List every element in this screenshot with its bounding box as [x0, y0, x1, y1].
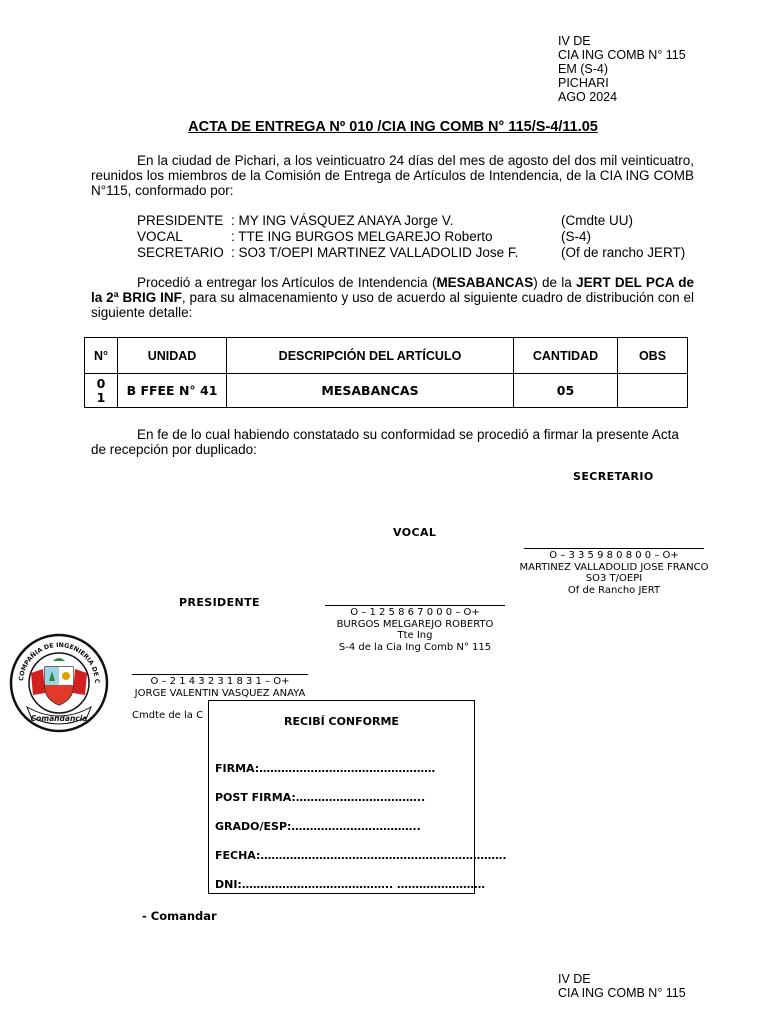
footer-line: IV DE	[558, 972, 591, 986]
presidente-role: PRESIDENTE	[179, 596, 260, 609]
vocal-cip: O – 1 2 5 8 6 7 0 0 0 – O+	[350, 607, 480, 618]
unit-name: JERT DEL PCA de la 2ª BRIG INF	[91, 275, 694, 305]
member-note: (Of de rancho JERT)	[561, 245, 686, 260]
col-header: UNIDAD	[118, 338, 227, 374]
vocal-rank: Tte Ing	[397, 630, 433, 641]
cell-obs	[618, 374, 688, 408]
items-table	[84, 337, 688, 408]
presidente-name: JORGE VALENTIN VASQUEZ ANAYA	[134, 687, 306, 699]
vocal-role: VOCAL	[393, 526, 437, 539]
receipt-fecha: FECHA:………………………………………………………….	[215, 849, 507, 862]
receipt-box	[208, 700, 507, 894]
vocal-post: S-4 de la Cia Ing Comb N° 115	[338, 641, 492, 653]
cell-cantidad: 05	[514, 374, 618, 408]
item-name: MESABANCAS	[436, 275, 534, 290]
secretario-cip: O – 3 3 5 9 8 0 8 0 0 – O+	[549, 550, 679, 561]
closing-paragraph: En fe de lo cual habiendo constatado su conformidad se procedió a firmar la presente Acta de recepción por duplicado:	[91, 427, 679, 457]
header-line: CIA ING COMB N° 115	[558, 48, 686, 62]
col-header: DESCRIPCIÓN DEL ARTÍCULO	[227, 338, 514, 374]
vocal-signature-block	[295, 607, 535, 653]
receipt-dni: DNI:………………………………….. ……………………	[215, 878, 486, 891]
col-header: CANTIDAD	[514, 338, 618, 374]
delivery-text: , para su almacenamiento y uso de acuerdo al siguiente cuadro de distribución con el siguiente detalle:	[91, 290, 695, 320]
member-role: PRESIDENTE	[137, 213, 224, 228]
presidente-signature-line	[132, 674, 308, 675]
cell-number-digit: 0	[96, 375, 106, 391]
cell-descripcion: MESABANCAS	[227, 374, 514, 408]
footer-block	[558, 972, 686, 1000]
table-header-row	[85, 338, 688, 374]
vocal-name: BURGOS MELGAREJO ROBERTO	[336, 618, 494, 630]
intro-paragraph: En la ciudad de Pichari, a los veinticuatro 24 días del mes de agosto del dos mil veinticuatro, reunidos los miembros de la Comisión de Entrega de Artículos de Intendencia, de la CIA ING COMB N°115, conformado por:	[91, 153, 694, 198]
receipt-firma: FIRMA:…………………………………………	[215, 762, 436, 775]
delivery-text: ) de la	[533, 275, 577, 290]
footer-line: CIA ING COMB N° 115	[558, 986, 686, 1000]
presidente-post: Cmdte de la C	[132, 710, 204, 721]
secretario-name: MARTINEZ VALLADOLID JOSE FRANCO	[519, 561, 709, 573]
comandar-label: - Comandar	[142, 909, 217, 923]
table-row	[85, 374, 688, 408]
cell-number-digit: 1	[96, 389, 106, 405]
cell-unidad: B FFEE N° 41	[118, 374, 227, 408]
header-line: IV DE	[558, 34, 591, 48]
member-note: (Cmdte UU)	[561, 213, 634, 228]
col-header: OBS	[618, 338, 688, 374]
seal-bottom-text: Comandancia	[30, 714, 88, 723]
delivery-text: Procedió a entregar los Artículos de Intendencia (	[137, 275, 437, 290]
receipt-title: RECIBÍ CONFORME	[284, 715, 399, 728]
secretario-signature-block	[494, 550, 734, 596]
company-seal	[9, 633, 109, 733]
cell-number	[85, 374, 118, 408]
vocal-signature-line	[325, 605, 505, 606]
member-role: SECRETARIO	[137, 245, 224, 260]
delivery-paragraph	[91, 275, 694, 320]
secretario-signature-line	[524, 548, 704, 549]
col-header: N°	[85, 338, 118, 374]
presidente-cip: O – 2 1 4 3 2 3 1 8 3 1 – O+	[150, 676, 290, 687]
member-name: : TTE ING BURGOS MELGAREJO Roberto	[231, 229, 493, 244]
header-line: EM (S-4)	[558, 62, 608, 76]
seal-graphic	[9, 633, 109, 733]
member-note: (S-4)	[561, 229, 591, 244]
receipt-grado: GRADO/ESP:……………………………..	[215, 820, 421, 833]
secretario-role: SECRETARIO	[573, 470, 654, 483]
member-name: : SO3 T/OEPI MARTINEZ VALLADOLID Jose F.	[231, 245, 519, 260]
document-title: ACTA DE ENTREGA Nº 010 /CIA ING COMB N° 115/S-4/11.05	[188, 119, 598, 135]
secretario-rank: SO3 T/OEPI	[585, 573, 643, 584]
receipt-post-firma: POST FIRMA:……………………………..	[215, 791, 426, 804]
header-line: AGO 2024	[558, 90, 618, 104]
member-role: VOCAL	[137, 229, 183, 244]
member-name: : MY ING VÁSQUEZ ANAYA Jorge V.	[231, 213, 454, 228]
header-line: PICHARI	[558, 76, 609, 90]
header-block	[558, 34, 686, 104]
secretario-post: Of de Rancho JERT	[567, 584, 661, 596]
presidente-signature-block	[100, 676, 340, 699]
seal-ring-text: COMPAÑIA DE INGENIERIA DE C	[18, 641, 101, 684]
